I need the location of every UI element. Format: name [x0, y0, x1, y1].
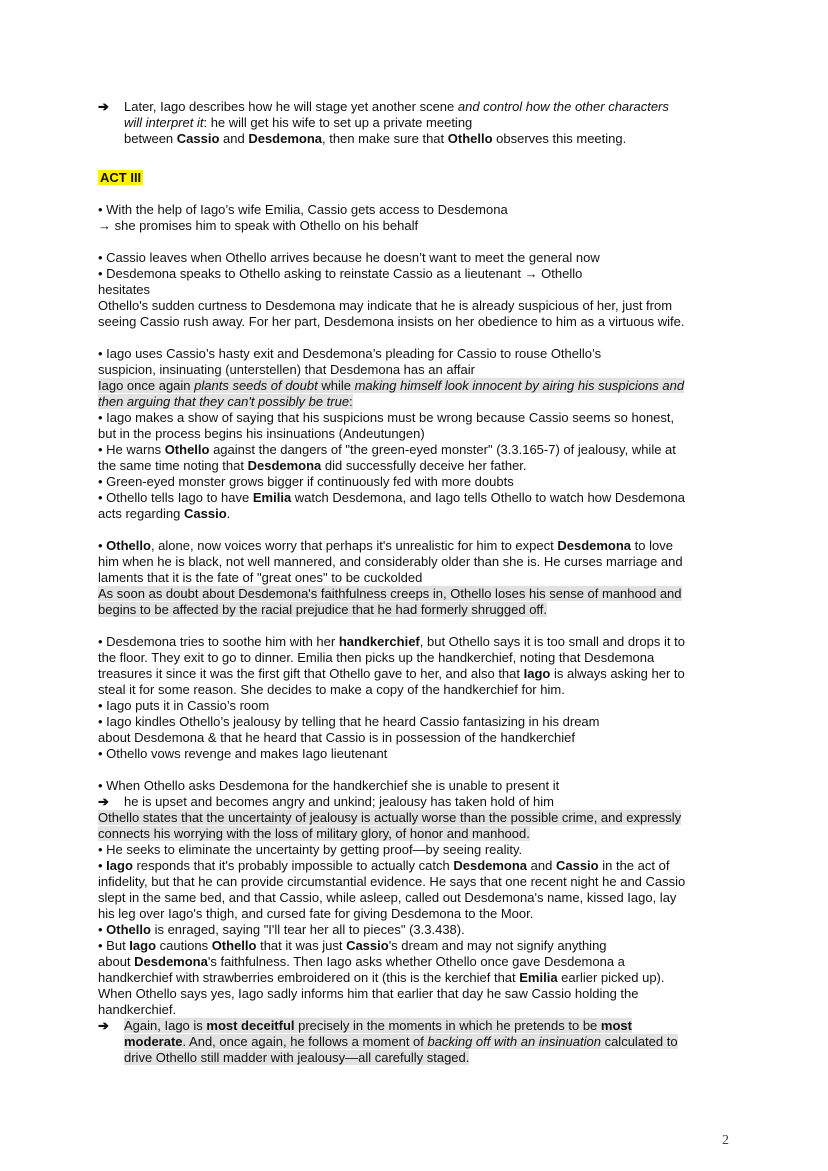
arrow-icon: ➔: [98, 99, 109, 114]
paragraph-handkerchief: • Desdemona tries to soothe him with her handkerchief, but Othello says it is too small and drops it to the floor. They exit to go to dinner. Emilia then picks up the handkerchief, noting that Desdemona treasures it since it was the first gift that Othello gave to her, and also that Iago is always asking her to steal it for some reason. She decides to make a copy of the handkerchief for him. • Iago puts it in Cassio’s room • Iago kindles Othello’s jealousy by telling that he heard Cassio fantasizing in his dream about Desdemona & that he heard that Cassio is in possession of the handkerchief • Othello vows revenge and makes Iago lieutenant: [98, 634, 685, 761]
closing-arrow-item: ➔ Again, Iago is most deceitful precisely in the moments in which he pretends to be most moderate. And, once again, he follows a moment of backing off with an insinuation calculated to drive Othello still madder with jealousy—all carefully staged.: [98, 1018, 678, 1065]
closing-paragraph: [98, 1018, 733, 1066]
paragraph-emilia: • With the help of Iago’s wife Emilia, Cassio gets access to Desdemona → she promises him to speak with Othello on his behalf: [98, 202, 508, 233]
act-heading: ACT III: [100, 170, 142, 185]
paragraph-proof: • When Othello asks Desdemona for the handkerchief she is unable to present it ➔ he is upset and becomes angry and unkind; jealousy has taken hold of him Othello states that the uncertainty of jealousy is actually worse than the possible crime, and expressly connects his worrying with the loss of military glory, of honor and manhood. • He seeks to eliminate the uncertainty by getting proof—by seeing reality. • Iago responds that it's probably impossible to actually catch Desdemona and Cassio in the act of infidelity, but that he can provide circumstantial evidence. He says that one recent night he and Cassio slept in the same bed, and that Cassio, while asleep, called out Desdemona's name, kissed Iago, lay his leg over Iago's thigh, and cursed fate for giving Desdemona to the Moor. • Othello is enraged, saying "I'll tear her all to pieces" (3.3.438). • But Iago cautions Othello that it was just Cassio's dream and may not signify anything about Desdemona's faithfulness. Then Iago asks whether Othello once gave Desdemona a handkerchief with strawberries embroidered on it (this is the kerchief that Emilia earlier picked up). When Othello says yes, Iago sadly informs him that earlier that day he saw Cassio holding the handkerchief.: [98, 778, 686, 1017]
arrow-icon: ➔: [98, 794, 109, 809]
intro-arrow-item: ➔ Later, Iago describes how he will stage yet another scene and control how the other characters will interpret it: he will get his wife to set up a private meeting: [98, 99, 669, 130]
arrow-icon: ➔: [98, 1018, 109, 1033]
paragraph-cassio-leaves: • Cassio leaves when Othello arrives because he doesn’t want to meet the general now • Desdemona speaks to Othello asking to reinstate Cassio as a lieutenant → Othello hesitates Othello's sudden curtness to Desdemona may indicate that he is already suspicious of her, just from seeing Cassio rush away. For her part, Desdemona insists on her obedience to him as a virtuous wife.: [98, 250, 685, 329]
paragraph-othello-alone: • Othello, alone, now voices worry that perhaps it's unrealistic for him to expect Desdemona to love him when he is black, not well mannered, and considerably older than she is. He curses marriage and laments that it is the fate of "great ones" to be cuckolded As soon as doubt about Desdemona's faithfulness creeps in, Othello loses his sense of manhood and begins to be affected by the racial prejudice that he had formerly shrugged off.: [98, 538, 683, 617]
paragraph-iago-rouses: • Iago uses Cassio’s hasty exit and Desdemona’s pleading for Cassio to rouse Othello’s suspicion, insinuating (unterstellen) that Desdemona has an affair Iago once again plants seeds of doubt while making himself look innocent by airing his suspicions and then arguing that they can't possibly be true: • Iago makes a show of saying that his suspicions must be wrong because Cassio seems so honest, but in the process begins his insinuations (Andeutungen) • He warns Othello against the dangers of "the green-eyed monster" (3.3.165-7) of jealousy, while at the same time noting that Desdemona did successfully deceive her father. • Green-eyed monster grows bigger if continuously fed with more doubts • Othello tells Iago to have Emilia watch Desdemona, and Iago tells Othello to watch how Desdemona acts regarding Cassio.: [98, 346, 686, 521]
intro-paragraph: ➔ Later, Iago describes how he will stage yet another scene and control how the other characters will interpret it: he will get his wife to set up a private meeting between Cassio and Desdemona, then make sure that Othello observes this meeting.: [98, 99, 733, 147]
page-number: 2: [722, 1133, 729, 1148]
section-heading: [98, 170, 733, 186]
